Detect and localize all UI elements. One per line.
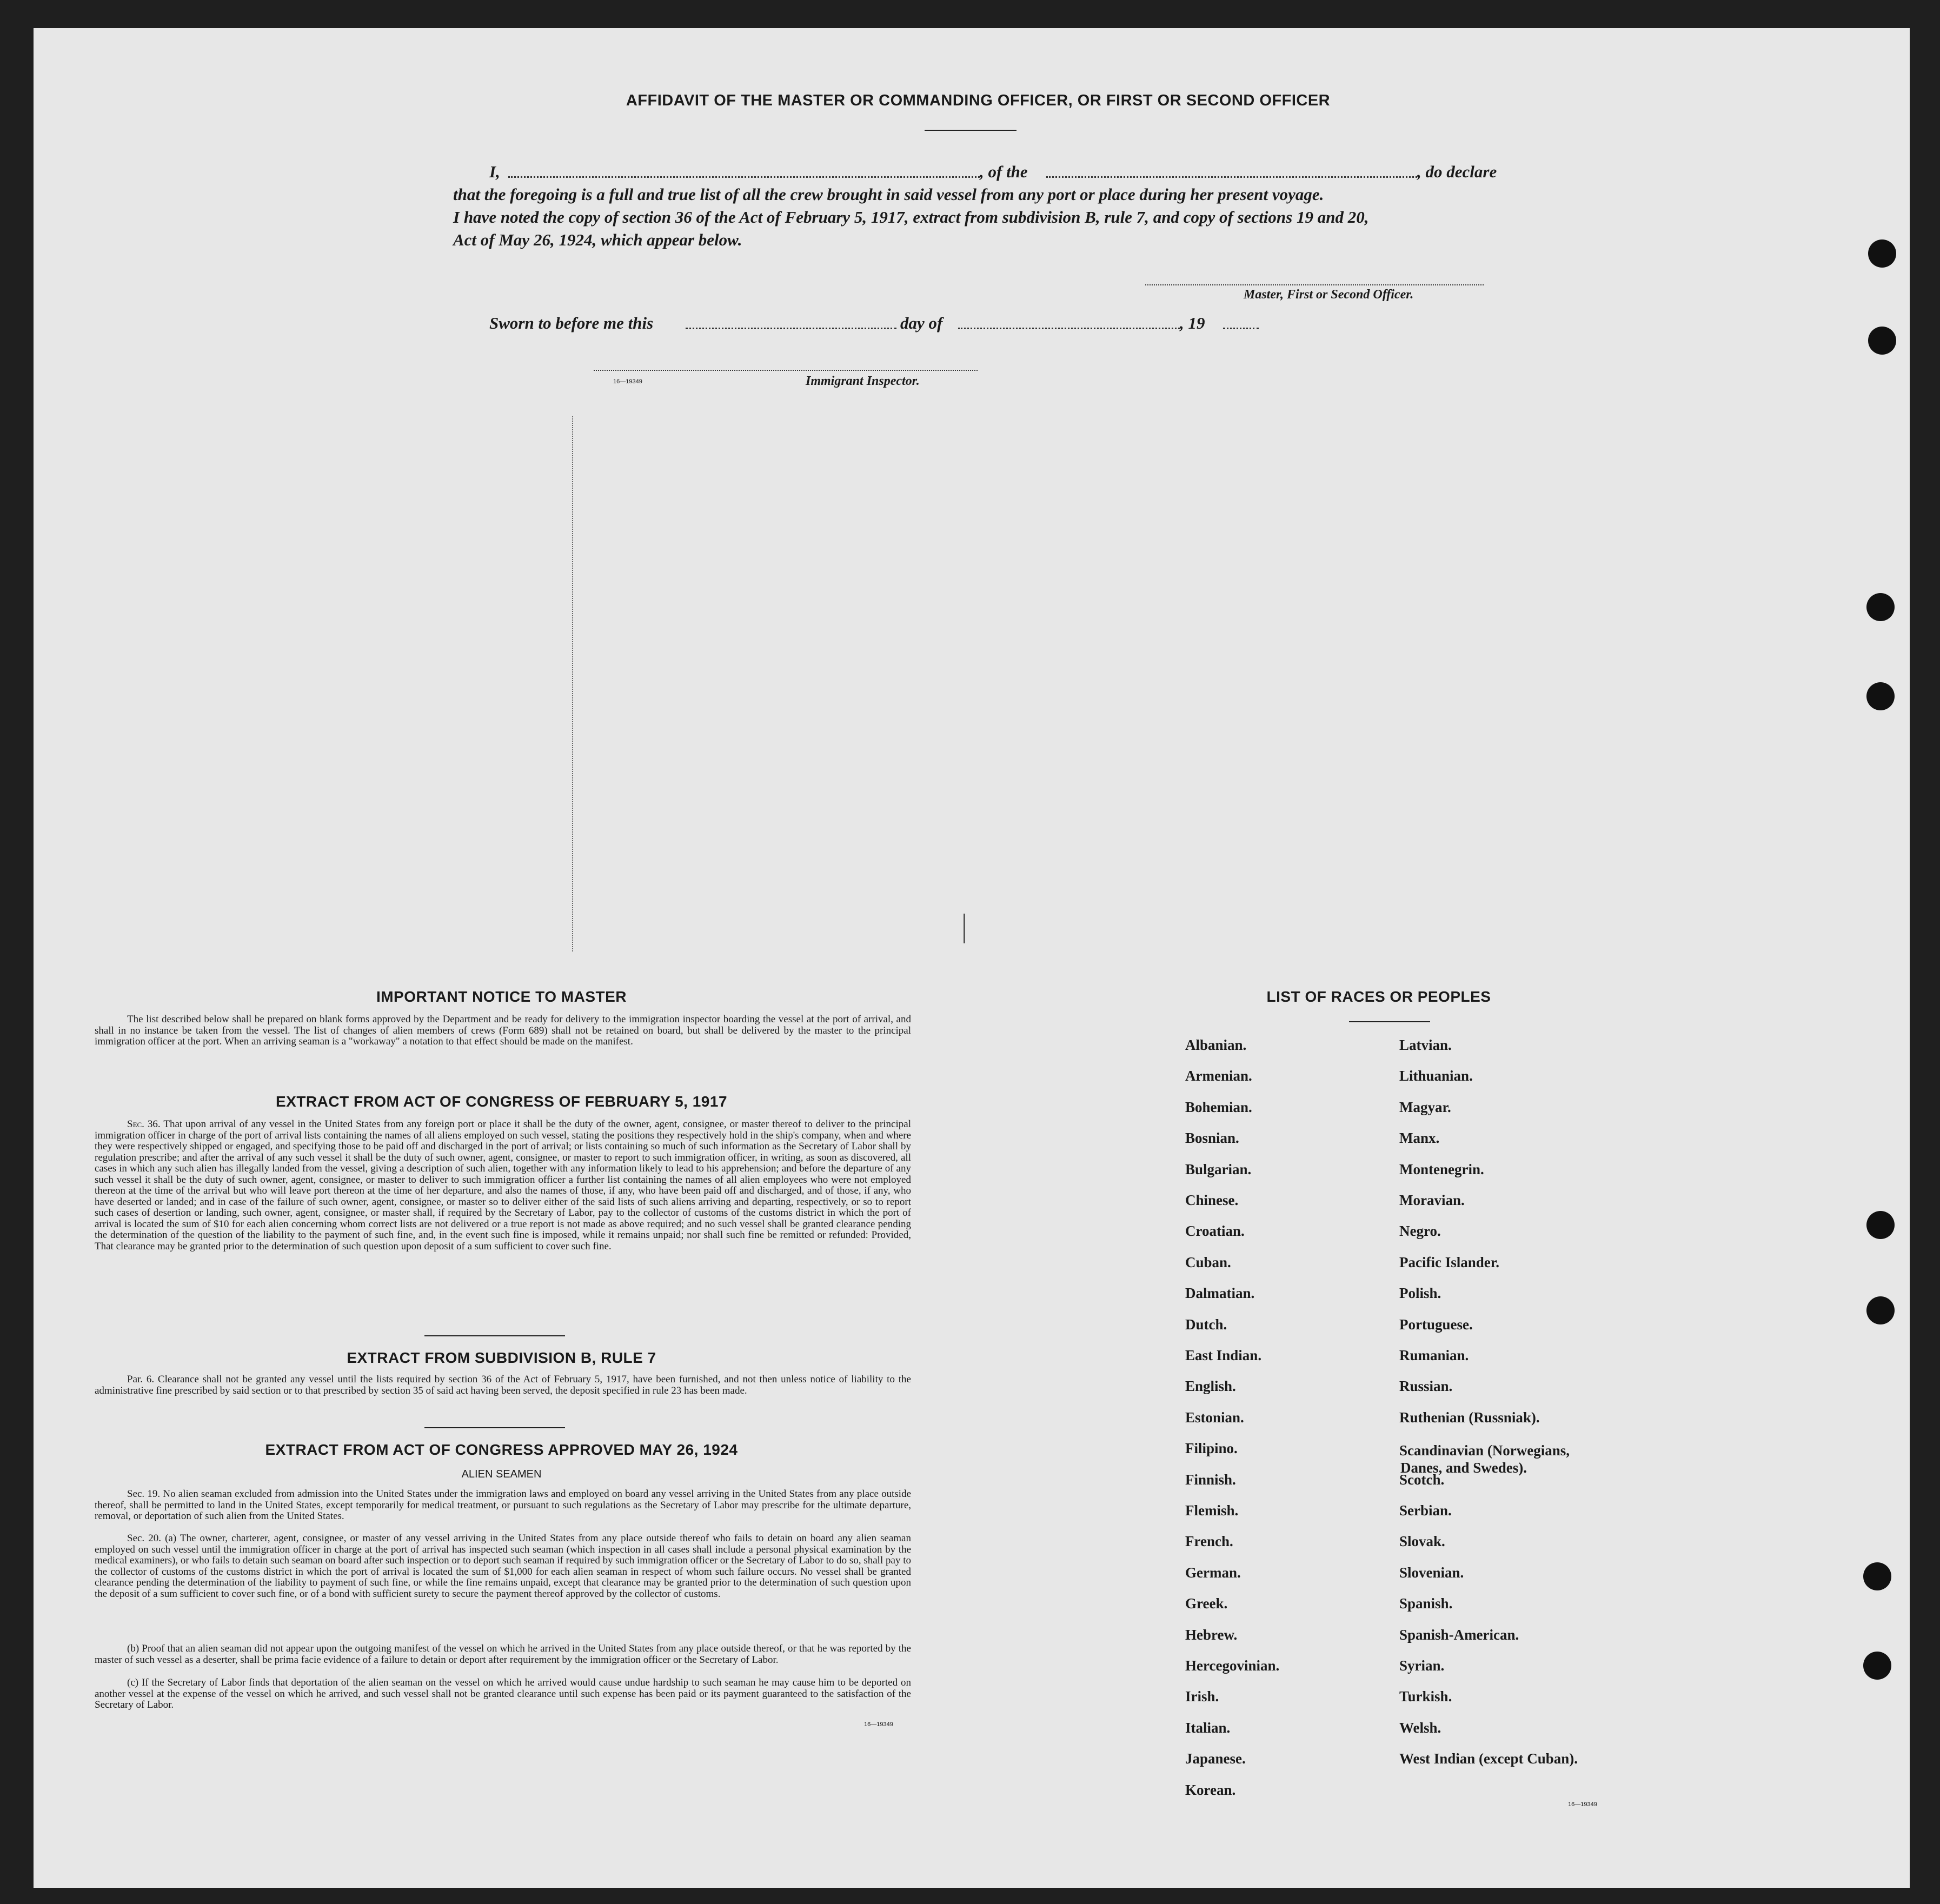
punch-hole bbox=[1866, 1211, 1895, 1239]
race-item: Filipino. bbox=[1185, 1440, 1238, 1457]
fold-mark bbox=[964, 914, 965, 943]
race-item: Armenian. bbox=[1185, 1068, 1252, 1084]
race-item: Moravian. bbox=[1399, 1192, 1465, 1208]
race-item: Hercegovinian. bbox=[1185, 1657, 1280, 1674]
punch-hole bbox=[1866, 1296, 1895, 1324]
race-item: German. bbox=[1185, 1564, 1241, 1581]
declarant-name-line[interactable] bbox=[508, 176, 980, 178]
race-item: Albanian. bbox=[1185, 1037, 1247, 1053]
race-item: Serbian. bbox=[1399, 1502, 1452, 1519]
race-item: Russian. bbox=[1399, 1378, 1453, 1395]
race-item: Manx. bbox=[1399, 1130, 1440, 1147]
race-item: Irish. bbox=[1185, 1688, 1219, 1705]
race-item: East Indian. bbox=[1185, 1347, 1262, 1363]
master-signature-line[interactable] bbox=[1145, 284, 1484, 285]
extract-b7-text: Par. 6. Clearance shall not be granted any vessel until the lists required by section 36 of the Act of February 5, 1917, have been furnished, and not then unless notice of liability to the administrative fine prescribed by said section or to that prescribed by section 35 of said act having been served, the deposit specified in rule 23 has been made. bbox=[95, 1374, 911, 1396]
race-item: Chinese. bbox=[1185, 1192, 1239, 1208]
race-item: Magyar. bbox=[1399, 1099, 1451, 1115]
race-item: Spanish. bbox=[1399, 1595, 1453, 1612]
race-item: Hebrew. bbox=[1185, 1626, 1238, 1643]
race-item: Negro. bbox=[1399, 1223, 1441, 1240]
race-item: Flemish. bbox=[1185, 1502, 1239, 1519]
affidavit-line-4: Act of May 26, 1924, which appear below. bbox=[453, 230, 742, 249]
punch-hole bbox=[1868, 239, 1896, 268]
extract-1924-sec20b: (b) Proof that an alien seaman did not appear upon the outgoing manifest of the vessel on which he arrived in the United States from any place outside thereof, or that he was reported by the master of such vessel as a deserter, shall be prima facie evidence of a failure to detain or deport after requirement by the immigration officer or the Secretary of Labor. bbox=[95, 1643, 911, 1666]
form-number: 16—19349 bbox=[1568, 1801, 1597, 1808]
race-item: Ruthenian (Russniak). bbox=[1399, 1409, 1540, 1426]
affidavit-line-3: I have noted the copy of section 36 of the Act of February 5, 1917, extract from subdivision B, rule 7, and copy of sections 19 and 20, bbox=[453, 208, 1369, 227]
race-item: Korean. bbox=[1185, 1781, 1236, 1798]
race-item: Polish. bbox=[1399, 1285, 1441, 1302]
punch-hole bbox=[1868, 327, 1896, 355]
race-item: Dalmatian. bbox=[1185, 1285, 1255, 1302]
race-item: Bosnian. bbox=[1185, 1130, 1239, 1147]
race-item: French. bbox=[1185, 1533, 1233, 1550]
sworn-month-line[interactable] bbox=[958, 328, 1180, 329]
declare-label: , do declare bbox=[1417, 162, 1497, 181]
race-item: Dutch. bbox=[1185, 1316, 1227, 1333]
vessel-label: , of the bbox=[980, 162, 1028, 181]
notice-title: IMPORTANT NOTICE TO MASTER bbox=[376, 988, 627, 1005]
divider bbox=[424, 1335, 565, 1336]
race-item: Bulgarian. bbox=[1185, 1161, 1252, 1177]
race-item: Latvian. bbox=[1399, 1037, 1452, 1053]
race-item: Rumanian. bbox=[1399, 1347, 1469, 1363]
form-number: 16—19349 bbox=[864, 1721, 893, 1728]
race-item: Pacific Islander. bbox=[1399, 1254, 1499, 1270]
race-item: Slovak. bbox=[1399, 1533, 1445, 1550]
extract-b7-title: EXTRACT FROM SUBDIVISION B, RULE 7 bbox=[347, 1349, 656, 1366]
extract-1924-title: EXTRACT FROM ACT OF CONGRESS APPROVED MAY 26, 1924 bbox=[265, 1441, 738, 1458]
sworn-day-line[interactable] bbox=[686, 328, 896, 329]
master-signature-label: Master, First or Second Officer. bbox=[1244, 288, 1414, 302]
races-title: LIST OF RACES OR PEOPLES bbox=[1266, 988, 1491, 1005]
vessel-name-line[interactable] bbox=[1046, 176, 1417, 178]
affidavit-line-2: that the foregoing is a full and true list of all the crew brought in said vessel from any port or place during her present voyage. bbox=[453, 185, 1324, 204]
affidavit-title: AFFIDAVIT OF THE MASTER OR COMMANDING OFFICER, OR FIRST OR SECOND OFFICER bbox=[626, 92, 1331, 109]
race-item: Welsh. bbox=[1399, 1719, 1441, 1736]
inspector-signature-line[interactable] bbox=[594, 370, 978, 371]
section-label: Sec. 36. bbox=[127, 1119, 161, 1130]
race-item: West Indian (except Cuban). bbox=[1399, 1750, 1578, 1767]
race-item: Turkish. bbox=[1399, 1688, 1452, 1705]
punch-hole bbox=[1866, 682, 1895, 710]
race-item: Croatian. bbox=[1185, 1223, 1245, 1240]
race-item: Scotch. bbox=[1399, 1471, 1445, 1488]
sworn-year-line[interactable] bbox=[1223, 328, 1259, 329]
race-item: Finnish. bbox=[1185, 1471, 1236, 1488]
race-item: Syrian. bbox=[1399, 1657, 1445, 1674]
form-number: 16—19349 bbox=[613, 378, 642, 385]
year-label: , 19 bbox=[1180, 314, 1205, 332]
punch-hole bbox=[1863, 1652, 1891, 1680]
race-item: Spanish-American. bbox=[1399, 1626, 1519, 1643]
punch-hole bbox=[1866, 593, 1895, 621]
extract-1917-title: EXTRACT FROM ACT OF CONGRESS OF FEBRUARY 5, 1917 bbox=[275, 1093, 728, 1110]
divider bbox=[424, 1427, 565, 1428]
extract-1924-subtitle: ALIEN SEAMEN bbox=[461, 1468, 542, 1480]
declarant-label: I, bbox=[489, 162, 500, 181]
race-item: Scandinavian (Norwegians, bbox=[1399, 1442, 1570, 1459]
race-item: Portuguese. bbox=[1399, 1316, 1473, 1333]
race-item: Slovenian. bbox=[1399, 1564, 1464, 1581]
inspector-signature-label: Immigrant Inspector. bbox=[806, 374, 920, 388]
race-item: Lithuanian. bbox=[1399, 1068, 1473, 1084]
race-item: Estonian. bbox=[1185, 1409, 1244, 1426]
race-item: Montenegrin. bbox=[1399, 1161, 1484, 1177]
sworn-label: Sworn to before me this bbox=[489, 314, 654, 332]
race-item: Cuban. bbox=[1185, 1254, 1231, 1270]
extract-1924-sec19: Sec. 19. No alien seaman excluded from admission into the United States under the immigration laws and employed on board any vessel arriving in the United States from any place outside thereof, shall be permitted to land in the United States, except temporarily for medical treatment, or pursuant to such regulations as the Secretary of Labor may prescribe for the ultimate departure, removal, or deportation of such alien from the United States. bbox=[95, 1488, 911, 1522]
race-item: Japanese. bbox=[1185, 1750, 1246, 1767]
race-item: Greek. bbox=[1185, 1595, 1228, 1612]
section-text: That upon arrival of any vessel in the United States from any foreign port or place it shall be the duty of the owner, agent, consignee, or master thereof to deliver to the principal immigration officer in charge of the port of arrival lists containing the names of all aliens employed on such vessel, stating the positions they respectively hold in the ship's company, when and where they were respectively shipped or engaged, and specifying those to be paid off and discharged in the port of arrival; or lists containing so much of such information as the Secretary of Labor shall by regulation prescribe; and after the arrival of any such vessel it shall be the duty of such owner, agent, consignee, or master to report to such immigration officer, in writing, as soon as discovered, all cases in which any such alien has illegally landed from the vessel, giving a description of such alien, together with any information likely to lead to his apprehension; and before the departure of any such vessel it shall be the duty of such owner, agent, consignee, or master to deliver to such immigration officer a further list containing the names of all alien employees who were not employed thereon at the time of the arrival but who will leave port thereon at the time of her departure, and also the names of those, if any, who have been paid off and discharged, and of those, if any, who have deserted or landed; and in case of the failure of such owner, agent, consignee, or master so to deliver either of the said lists of such aliens arriving and departing, respectively, or so to report such cases of desertion or landing, such owner, agent, consignee, or master shall, if required by the Secretary of Labor, pay to the collector of customs of the customs district in which the port of arrival is located the sum of $10 for each alien concerning whom correct lists are not delivered or a true report is not made as above required; and no such vessel shall be granted clearance pending the determination of the question of the liability to the payment of such fine, and, in the event such fine is imposed, while it remains unpaid; nor shall such fine be remitted or refunded: Provided, That clearance may be granted prior to the determination of such question upon deposit of a sum sufficient to cover such fine. bbox=[95, 1119, 911, 1252]
punch-hole bbox=[1863, 1562, 1891, 1590]
extract-1924-sec20a: Sec. 20. (a) The owner, charterer, agent, consignee, or master of any vessel arriving in the United States from any place outside thereof who fails to detain on board any alien seaman employed on such vessel until the immigration officer in charge at the port of arrival has inspected such seaman (which inspection in all cases shall include a personal physical examination by the medical examiners), or who fails to detain such seaman on board after such inspection or to deport such seaman if required by such immigration officer or the Secretary of Labor to do so, shall pay to the collector of customs of the customs district in which the port of arrival is located the sum of $1,000 for each alien seaman in respect of whom such failure occurs. No vessel shall be granted clearance pending the determination of the liability to payment of such fine, or while the fine remains unpaid, except that clearance may be granted prior to the determination of such question upon the deposit of a sum sufficient to cover such fine, or of a bond with sufficient surety to secure the payment thereof approved by the collector of customs. bbox=[95, 1533, 911, 1600]
race-item: Danes, and Swedes). bbox=[1400, 1460, 1527, 1476]
extract-1924-sec20c: (c) If the Secretary of Labor finds that deportation of the alien seaman on the vessel on which he arrived would cause undue hardship to such seaman he may cause him to be deported on another vessel at the expense of the vessel on which he arrived, and such vessel shall not be granted clearance until such expense has been paid or its payment guaranteed to the satisfaction of the Secretary of Labor. bbox=[95, 1677, 911, 1710]
race-item: English. bbox=[1185, 1378, 1236, 1395]
race-item: Bohemian. bbox=[1185, 1099, 1252, 1115]
fold-mark bbox=[572, 416, 574, 951]
title-underline bbox=[925, 130, 1016, 131]
document-sheet bbox=[34, 28, 1910, 1888]
day-of-label: day of bbox=[900, 314, 943, 332]
race-item: Italian. bbox=[1185, 1719, 1231, 1736]
notice-text: The list described below shall be prepared on blank forms approved by the Department and be ready for delivery to the immigration inspector boarding the vessel at the port of arrival, and shall in no instance be taken from the vessel. The list of changes of alien members of crews (Form 689) shall not be retained on board, but shall be delivered by the master to the principal immigration officer at the port. When an arriving seaman is a "workaway" a notation to that effect should be made on the manifest. bbox=[95, 1014, 911, 1047]
races-title-underline bbox=[1349, 1021, 1430, 1022]
extract-1917-text bbox=[95, 1119, 911, 1252]
